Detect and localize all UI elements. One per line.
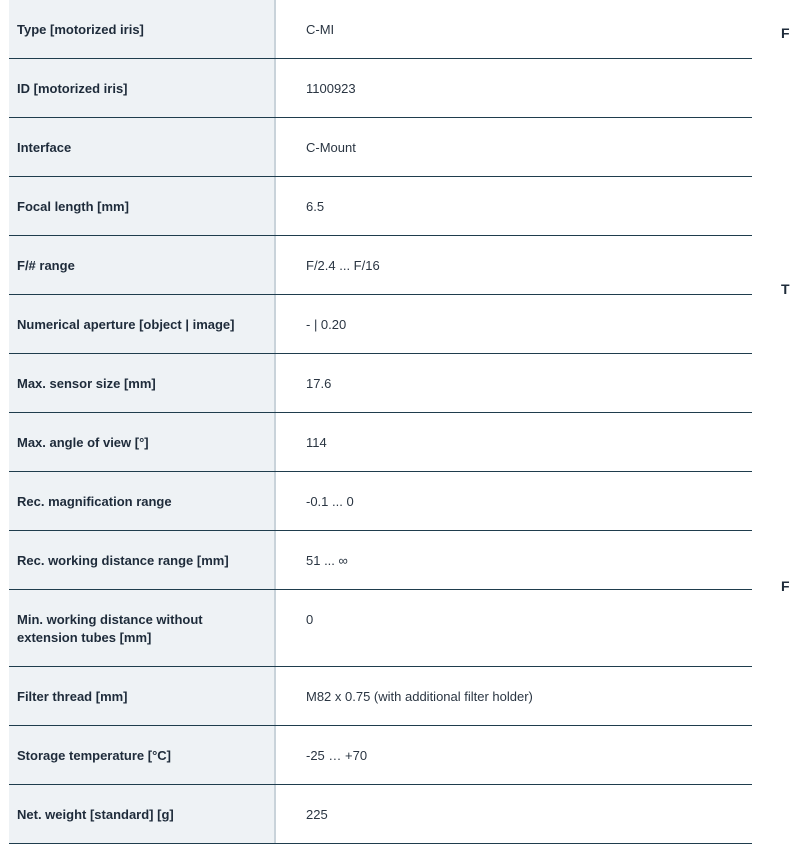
spec-value: -25 … +70 xyxy=(306,748,368,763)
spec-row-interface xyxy=(9,118,752,177)
spec-row-id xyxy=(9,59,752,118)
spec-label: Filter thread [mm] xyxy=(9,667,276,725)
spec-label: F/# range xyxy=(9,236,276,294)
spec-value: 114 xyxy=(306,435,327,450)
spec-value: -0.1 ... 0 xyxy=(306,494,354,509)
spec-row-net-weight xyxy=(9,785,752,844)
side-heading-letter: F xyxy=(781,25,790,41)
spec-label: Min. working distance without extension tubes [mm] xyxy=(9,590,276,666)
spec-label: Rec. magnification range xyxy=(9,472,276,530)
spec-row-numerical-aperture xyxy=(9,295,752,354)
spec-row-filter-thread xyxy=(9,667,752,726)
spec-row-working-distance xyxy=(9,531,752,590)
side-heading-letter: T xyxy=(781,281,790,297)
spec-value: C-MI xyxy=(306,22,335,37)
spec-label: Max. sensor size [mm] xyxy=(9,354,276,412)
spec-value: F/2.4 ... F/16 xyxy=(306,258,380,273)
spec-row-magnification xyxy=(9,472,752,531)
spec-row-angle-of-view xyxy=(9,413,752,472)
spec-value: 17.6 xyxy=(306,376,332,391)
spec-value: M82 x 0.75 (with additional filter holder) xyxy=(306,689,533,704)
spec-label: Max. angle of view [°] xyxy=(9,413,276,471)
spec-value: 1100923 xyxy=(306,81,356,96)
spec-value: 51 ... ∞ xyxy=(306,553,348,568)
spec-row-focal-length xyxy=(9,177,752,236)
spec-row-storage-temperature xyxy=(9,726,752,785)
spec-value: 0 xyxy=(306,612,314,627)
spec-row-min-working-distance xyxy=(9,590,752,667)
side-heading-letter: F xyxy=(781,578,790,594)
spec-row-f-range xyxy=(9,236,752,295)
spec-label: ID [motorized iris] xyxy=(9,59,276,117)
spec-value: 225 xyxy=(306,807,328,822)
spec-label: Interface xyxy=(9,118,276,176)
spec-label: Storage temperature [°C] xyxy=(9,726,276,784)
spec-label: Numerical aperture [object | image] xyxy=(9,295,276,353)
spec-row-type xyxy=(9,0,752,59)
spec-label: Type [motorized iris] xyxy=(9,0,276,58)
spec-value: C-Mount xyxy=(306,140,356,155)
spec-value: 6.5 xyxy=(306,199,325,214)
spec-label: Focal length [mm] xyxy=(9,177,276,235)
spec-table xyxy=(9,0,752,844)
spec-label: Net. weight [standard] [g] xyxy=(9,785,276,843)
spec-row-sensor-size xyxy=(9,354,752,413)
spec-label: Rec. working distance range [mm] xyxy=(9,531,276,589)
spec-value: - | 0.20 xyxy=(306,317,347,332)
